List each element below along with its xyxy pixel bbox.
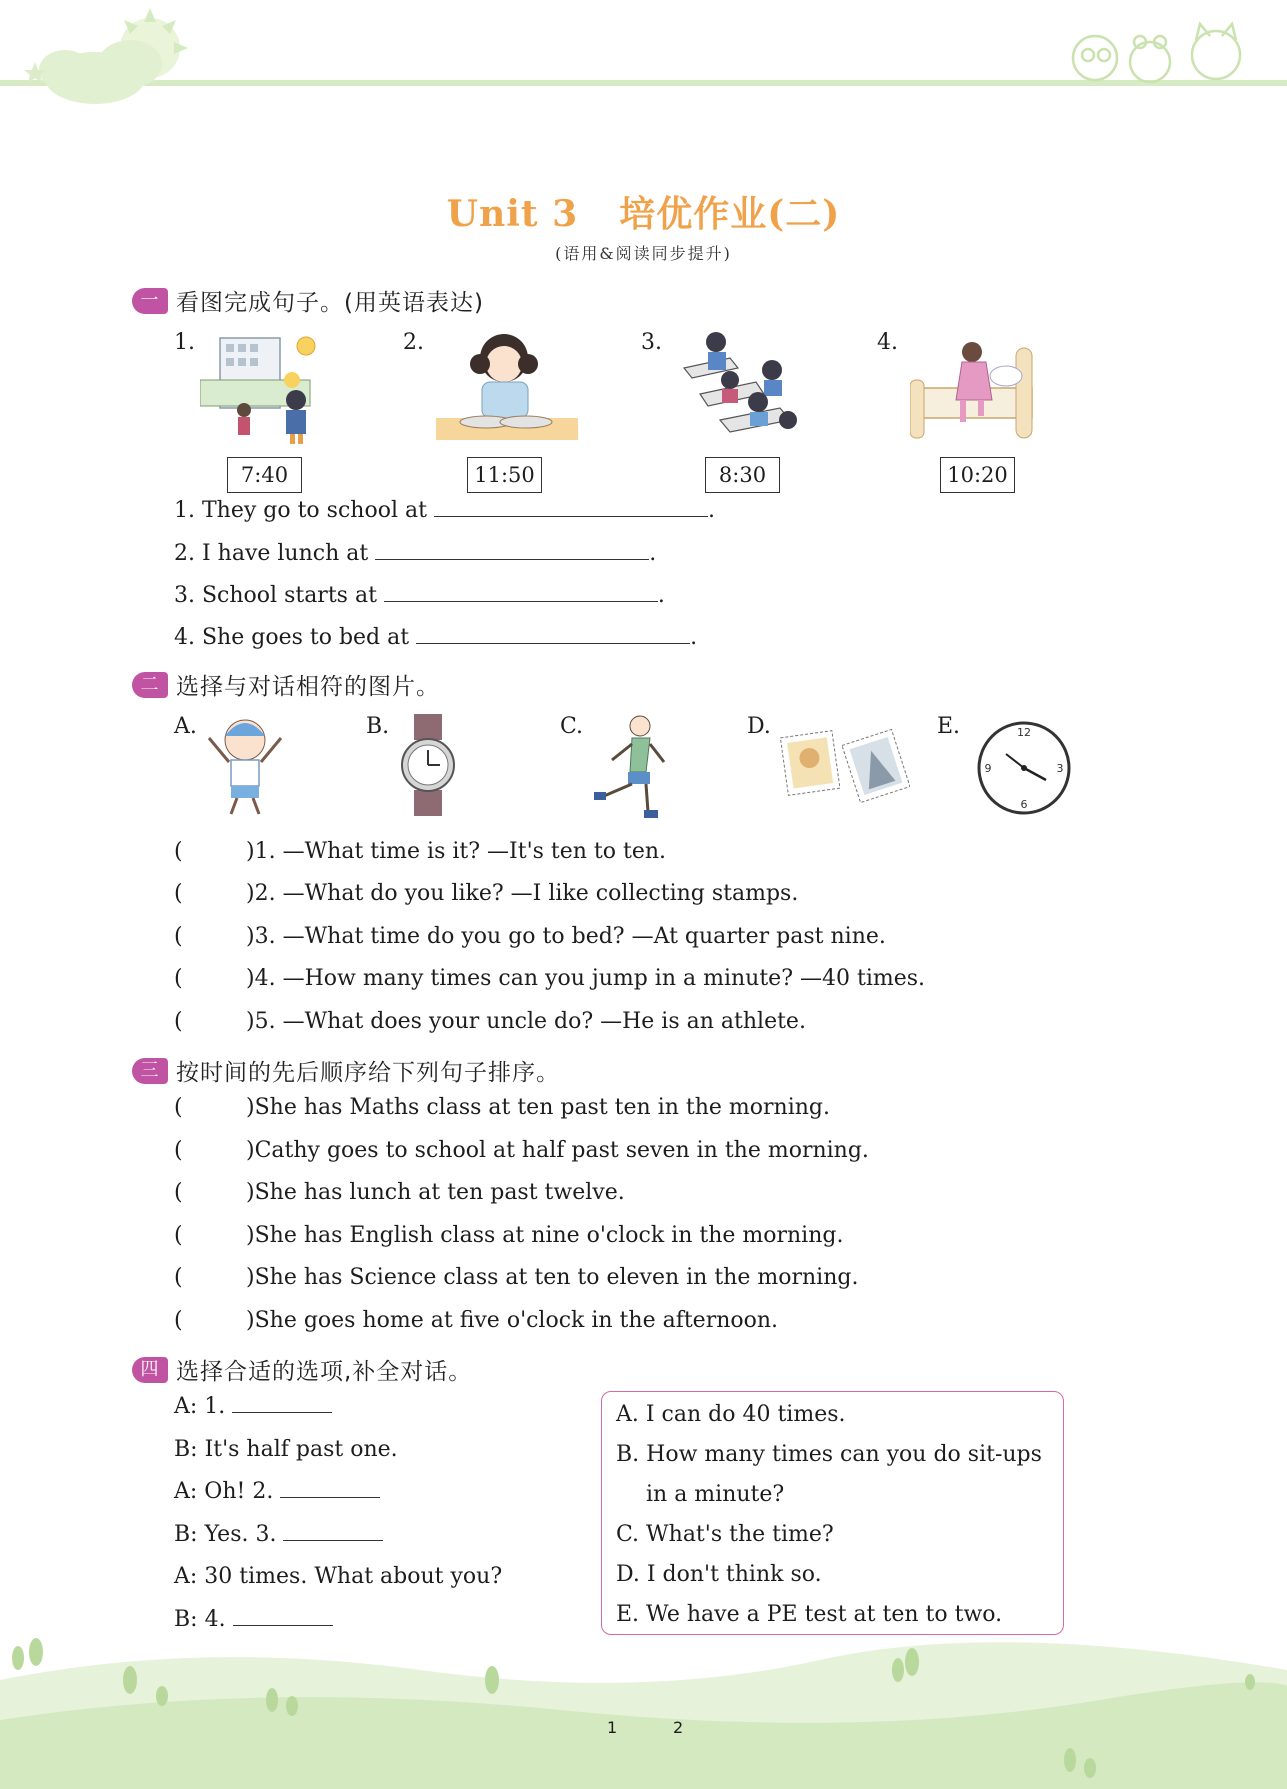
dialog-line <box>174 1479 380 1504</box>
dialog-text: A: Oh! 2. <box>174 1479 274 1504</box>
option-d: D. I don't think so. <box>616 1562 822 1587</box>
sentence-row <box>174 498 715 523</box>
match-item <box>174 966 925 991</box>
match-item <box>174 881 798 906</box>
dialog-text: B: Yes. 3. <box>174 1522 277 1547</box>
section-3-title: 按时间的先后顺序给下列句子排序。 <box>176 1060 560 1086</box>
option-a: A. I can do 40 times. <box>616 1402 846 1427</box>
item-text: )She has Maths class at ten past ten in the morning. <box>246 1095 830 1120</box>
picture-number: 1. <box>174 330 195 355</box>
picture-letter: D. <box>747 714 771 739</box>
picture-number: 3. <box>641 330 662 355</box>
svg-text:6: 6 <box>1020 798 1028 811</box>
svg-text:12: 12 <box>1017 726 1031 739</box>
match-item <box>174 924 886 949</box>
section-4-badge: 四 <box>132 1357 168 1383</box>
wristwatch-icon <box>400 714 456 816</box>
sentence-text: 3. School starts at <box>174 583 377 608</box>
dialog-text: A: 30 times. What about you? <box>174 1564 503 1589</box>
dialog-text: B: 4. <box>174 1607 226 1632</box>
sentence-row <box>174 625 697 650</box>
option-b: B. How many times can you do sit-ups <box>616 1442 1042 1467</box>
answer-paren[interactable]: ( <box>174 1265 183 1290</box>
option-c: C. What's the time? <box>616 1522 834 1547</box>
match-item <box>174 839 666 864</box>
svg-text:3: 3 <box>1056 762 1064 775</box>
sentence-text: 2. I have lunch at <box>174 541 369 566</box>
picture-number: 4. <box>877 330 898 355</box>
order-item <box>174 1095 830 1120</box>
time-box: 7:40 <box>227 457 302 493</box>
dialog-line <box>174 1564 502 1589</box>
order-item <box>174 1223 843 1248</box>
classroom-icon <box>680 328 806 446</box>
running-man-icon <box>590 712 670 820</box>
section-1-title: 看图完成句子。(用英语表达) <box>176 290 484 316</box>
page-subtitle: (语用&阅读同步提升) <box>555 244 732 263</box>
option-e: E. We have a PE test at ten to two. <box>616 1602 1003 1627</box>
item-text: )4. —How many times can you jump in a minute? —40 times. <box>246 966 926 991</box>
match-item <box>174 1009 806 1034</box>
section-4-title: 选择合适的选项,补全对话。 <box>176 1359 473 1385</box>
item-text: )3. —What time do you go to bed? —At quarter past nine. <box>246 924 886 949</box>
section-2-badge: 二 <box>132 672 168 698</box>
sentence-text: 4. She goes to bed at <box>174 625 410 650</box>
answer-paren[interactable]: ( <box>174 966 183 991</box>
item-text: )5. —What does your uncle do? —He is an athlete. <box>246 1009 806 1034</box>
sentence-text: 1. They go to school at <box>174 498 427 523</box>
section-4-heading <box>132 1353 472 1386</box>
sentence-end: . <box>707 498 715 523</box>
dialog-text: B: It's half past one. <box>174 1437 398 1462</box>
bottom-decoration <box>0 1600 1287 1789</box>
answer-paren[interactable]: ( <box>174 924 183 949</box>
girl-eating-icon <box>436 328 578 440</box>
answer-blank[interactable] <box>375 542 649 560</box>
page-title <box>0 186 1287 237</box>
item-text: )2. —What do you like? —I like collecting stamps. <box>246 881 799 906</box>
answer-blank[interactable] <box>416 626 690 644</box>
answer-paren[interactable]: ( <box>174 1308 183 1333</box>
item-text: )She has lunch at ten past twelve. <box>246 1180 625 1205</box>
animal-faces-icon <box>1073 24 1240 82</box>
picture-number: 2. <box>403 330 424 355</box>
answer-blank[interactable] <box>283 1523 383 1541</box>
item-text: )1. —What time is it? —It's ten to ten. <box>246 839 667 864</box>
clock-icon <box>976 720 1072 816</box>
title-unit: Unit 3 <box>446 193 579 235</box>
option-b-continued: in a minute? <box>646 1482 785 1507</box>
order-item <box>174 1265 858 1290</box>
section-2-title: 选择与对话相符的图片。 <box>176 674 440 700</box>
picture-letter: A. <box>174 714 197 739</box>
top-decoration <box>0 0 1287 110</box>
answer-blank[interactable] <box>434 499 708 517</box>
answer-blank[interactable] <box>384 584 658 602</box>
answer-blank[interactable] <box>280 1480 380 1498</box>
dialog-line <box>174 1522 383 1547</box>
answer-paren[interactable]: ( <box>174 839 183 864</box>
section-3-badge: 三 <box>132 1058 168 1084</box>
answer-paren[interactable]: ( <box>174 1180 183 1205</box>
answer-paren[interactable]: ( <box>174 881 183 906</box>
school-kids-icon <box>200 328 332 446</box>
item-text: )She has Science class at ten to eleven in the morning. <box>246 1265 859 1290</box>
time-box: 8:30 <box>705 457 780 493</box>
item-text: )She goes home at five o'clock in the afternoon. <box>246 1308 779 1333</box>
sentence-row <box>174 541 656 566</box>
answer-paren[interactable]: ( <box>174 1138 183 1163</box>
page-number-right: 2 <box>673 1718 684 1737</box>
item-text: )Cathy goes to school at half past seven in the morning. <box>246 1138 869 1163</box>
sentence-row <box>174 583 665 608</box>
sentence-end: . <box>690 625 698 650</box>
dialog-line <box>174 1437 398 1462</box>
order-item <box>174 1180 625 1205</box>
title-block <box>0 186 1287 264</box>
answer-paren[interactable]: ( <box>174 1223 183 1248</box>
time-box: 11:50 <box>467 457 542 493</box>
order-item <box>174 1138 869 1163</box>
dialog-line <box>174 1394 332 1419</box>
answer-blank[interactable] <box>232 1395 332 1413</box>
options-box <box>601 1391 1064 1635</box>
picture-letter: C. <box>560 714 584 739</box>
section-2-heading <box>132 668 440 701</box>
svg-text:9: 9 <box>984 762 992 775</box>
item-text: )She has English class at nine o'clock in the morning. <box>246 1223 844 1248</box>
dialog-text: A: 1. <box>174 1394 226 1419</box>
time-box: 10:20 <box>940 457 1015 493</box>
cloud-icon <box>39 40 162 104</box>
girl-bed-icon <box>910 340 1040 446</box>
page-number-left: 1 <box>607 1718 618 1737</box>
section-1-badge: 一 <box>132 288 168 314</box>
answer-paren[interactable]: ( <box>174 1095 183 1120</box>
sentence-end: . <box>657 583 665 608</box>
section-1-heading <box>132 284 484 317</box>
title-main: 培优作业(二) <box>619 193 841 235</box>
picture-letter: E. <box>937 714 961 739</box>
jumping-boy-icon <box>205 712 285 818</box>
order-item <box>174 1308 778 1333</box>
picture-letter: B. <box>366 714 390 739</box>
sentence-end: . <box>649 541 657 566</box>
section-3-heading <box>132 1054 560 1087</box>
stamps-icon <box>780 726 910 806</box>
answer-paren[interactable]: ( <box>174 1009 183 1034</box>
